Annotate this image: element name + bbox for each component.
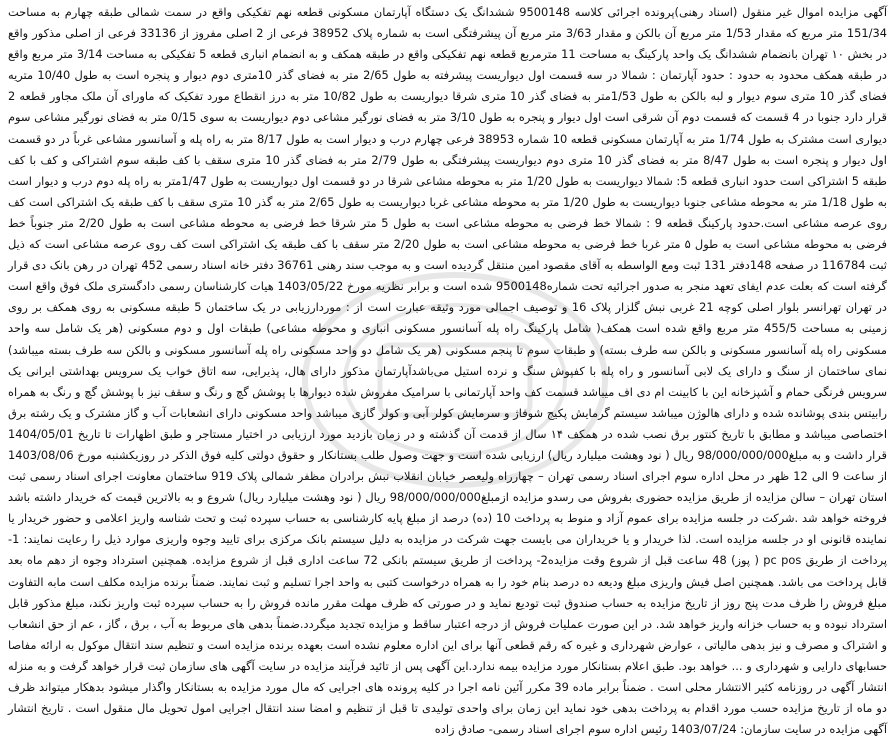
notice-paragraph: آگهی مزایده اموال غیر منقول (اسناد رهنی)پرونده اجرائی کلاسه 9500148 ششدانگ یک دستگاه آپارتمان مسکونی قطعه نهم تفکیکی واقع در سمت شمالی طبقه چهارم به مساحت 151/34 متر مربع که مقدار 1/53 متر مربع آن بالکن و مقدار 3/63 متر مربع آن پیشرفتگی است به شماره پلاک 38952 فرعی از 2 اصلی مفروز از 33136 فرعی از اصلی مذکور واقع در بخش ۱۰ تهران بانضمام ششدانگ یک واحد پارکینگ به مساحت 11 مترمربع قطعه نهم تفکیکی واقع در طبقه همکف و به انضمام انباری قطعه 5 تفکیکی به مساحت 3/14 متر مربع واقع در طبقه همکف محدود به حدود : حدود آپارتمان : شمالا در سه قسمت اول دیواریست پیشرفته به طول 2/65 متر به فضای گذر 10متری دوم دیوار و پنجره است به طول 10/40 متریه فضای گذر 10 متری سوم دیوار و لبه بالکن به طول 1/53متر به فضای گذر 10 متری شرقا دیواریست به طول 10/82 متر به درز انقطاع مورد تفکیک که ماورای آن ملک مجاور قطعه 2 قرار دارد جنوبا در 4 قسمت که قسمت دوم آن شرقی است اول دیوار و پنجره به طول 3/10 متر به فضای نورگیر مشاعی دوم دیواریست به سوی 0/15 متر به فضای نورگیر مشاعی سوم دیواری است مشترک به طول 1/74 متر به آپارتمان مسکونی قطعه 10 شماره 38953 فرعی چهارم درب و دیوار است به طول 8/17 متر به راه پله و آسانسور مشاعی غرباً در دو قسمت اول دیوار و پنجره است به طول 8/47 متر به فضای گذر 10 متری دوم دیواریست پیشرفتگی به طول 2/79 متر به فضای گذر 10 متری سقف با کف طبقه سوم اشتراکی و کف با کف طبقه 5 اشتراکی است حدود انباری قطعه 5: شمالا دیواریست به طول 1/20 متر به محوطه مشاعی شرقا در دو قسمت اول دیواریست به طول 1/47متر به راه پله دوم درب و دیوار است به طول 1/18 متر به محوطه مشاعی جنوبا دیواریست به طول 1/20 متر به محوطه مشاعی غربا دیواریست به طول 2/65 متر به گذر 10 متری سقف با کف طبقه یک اشتراکی است کف روی عرصه مشاعی است.حدود پارکینگ قطعه 9 : شمالا خط فرضی به محوطه مشاعی است به طول 5 متر شرقا خط فرضی به محوطه مشاعی است به طول 2/20 متر جنوباً خط فرضی به محوطه مشاعی است به طول ۵ متر غربا خط فرضی به محوطه مشاعی است به طول 2/20 متر سقف با کف طبقه یک اشتراکی است کف روی عرصه مشاعی است که ذیل ثبت 116784 در صفحه 148دفتر 131 ثبت ومع الواسطه به آقای مقصود امین منتقل گردیده است و به موجب سند رهنی 36761 دفتر خانه اسناد رسمی 452 تهران در رهن بانک دی قرار گرفته است که بعلت عدم ایفای تعهد منجر به صدور اجرائیه تحت شماره9500148 شده است و برابر نظریه مورخ 1403/05/22 هیات کارشناسان رسمی دادگستری ملک فوق واقع است در تهران تهرانسر بلوار اصلی کوچه 21 غربی نبش گلزار پلاک 16 و توصیف اجمالی مورد وثیقه عبارت است از : موردارزیابی در یک ساختمان 5 طبقه مسکونی به روی همکف بر روی زمینی به مساحت 455/5 متر مربع واقع شده است همکف( شامل پارکینگ راه پله آسانسور مسکونی انباری و محوطه مشاعی) طبقات اول و دوم مسکونی (هر یک شامل سه واحد مسکونی راه پله آسانسور مسکونی و بالکن سه طرف بسته) و طبقات سوم تا پنجم مسکونی (هر یک شامل دو واحد مسکونی راه پله آسانسور مسکونی و بالکن سه طرف بسته میباشد) نمای ساختمان از سنگ و دارای یک لابی آسانسور و راه پله با کفپوش سنگ و نرده استیل می‌باشدآپارتمان مذکور دارای هال، پذیرایی، سه اتاق خواب یک سرویس بهداشتی ایرانی یک سرویس فرنگی حمام و آشپزخانه این با کابینت ام دی اف میباشد قسمت کف واحد آپارتمانی با سرامیک مفروش شده دیوارها با پوشش گچ و رنگ و سقف نیز با پوشش گچ و رنگ به همراه رابیتس بندی پوشانده شده و دارای هالوژن میباشد سیستم گرمایش پکیج شوفاژ و سرمایش کولر آبی و کولر گازی میباشد واحد مسکونی دارای انشعابات آب و گاز مشترک و یک رشته برق اختصاصی میباشد و مطابق با تاریخ کنتور برق نصب شده در همکف ۱۴ سال از قدمت آن گذشته و در زمان بازدید مورد ارزیابی در اختیار مستاجر و طبق اظهارات تا تاریخ 1404/05/01 قرار داشت و به مبلغ98/000/000/000 ریال ( نود وهشت میلیارد ریال) ارزیابی شده است و جهت وصول طلب بستانکار و حقوق دولتی کلیه فوق الذکر در روزیکشنبه مورخ 1403/08/06 از ساعت 9 الی 12 ظهر در محل اداره سوم اجرای اسناد رسمی تهران – چهارراه ولیعصر خیابان انقلاب نبش برادران مظفر شمالی پلاک 919 ساختمان معاونت اجرای اسناد رسمی ثبت استان تهران – سالن مزایده از طریق مزایده حضوری بفروش می رسدو مزایده ازمبلغ98/000/000/000 ریال ( نود وهشت میلیارد ریال) شروع و به بالاترین قیمت که خریدار داشته باشد فروخته خواهد شد .شرکت در جلسه مزایده برای عموم آزاد و منوط به پرداخت 10 (ده) درصد از مبلغ پایه کارشناسی به حساب سپرده ثبت و تحت شناسه واریز اعلامی و حضور خریدار یا نماینده قانونی او در جلسه مزایده است. لذا خریدار و یا خریداران می بایست جهت شرکت در مزایده به دلیل سیستم بانک مرکزی برای تایید وجوه واریزی موارد ذیل را رعایت نمایند: 1- پرداخت از طریق pc pos ( پوز) 48 ساعت قبل از شروع وقت مزایده2- پرداخت از طریق سیستم بانکی 72 ساعت اداری قبل از شروع مزایده. همچنین استرداد وجوه از دهم ماه بعد قابل پرداخت می باشد. همچنین اصل فیش واریزی مبلغ ودیعه ده درصد بنام خود را به همراه درخواست کتبی به واحد اجرا تسلیم و ثبت نمایند. ضمناً برنده مزایده مکلف است مابه التفاوت مبلغ فروش را ظرف مدت پنج روز از تاریخ مزایده به حساب صندوق ثبت تودیع نماید و در صورتی که ظرف مهلت مقرر مانده فروش را به حساب سپرده ثبت واریز نکند، مبلغ مذکور قابل استرداد نبوده و به حساب خزانه واریز خواهد شد. در این صورت عملیات فروش از درجه اعتبار ساقط و مزایده تجدید میگردد.ضمناً بدهی های مربوط به آب ، برق ، گاز ، عم از حق انشعاب و اشتراک و مصرف و نیز بدهی مالیاتی ، عوارض شهرداری و غیره که رقم قطعی آنها برای این اداره معلوم نشده است بعهده برنده مزایده است و تنظیم سند انتقال موکول به ارائه مفاصا حسابهای دارایی و شهرداری و ... خواهد بود. طبق اعلام بستانکار مورد مزایده بیمه ندارد.این آگهی پس از تائید فرآیند مزایده در سایت آگهی های سازمان ثبت قرار خواهد گرفت و به منزله انتشار آگهی در روزنامه کثیر الانتشار محلی است . ضمناً برابر ماده 39 مکرر آئین نامه اجرا در کلیه پرونده های اجرایی که مال مورد مزایده به بستانکار واگذار میشود بدهکار میتواند ظرف دو ماه از تاریخ مزایده حسب مورد اقدام به پرداخت بدهی خود نماید این زمان برای واحدی تولیدی تا قبل از تنظیم و امضا سند انتقال اجرایی امول تحویل مال منقول است . تاریخ انتشار آگهی مزایده در سایت سازمان: 1403/07/24 رئیس اداره سوم اجرای اسناد رسمی- صادق زاده <box>8 5 888 737</box>
auction-notice-text <box>8 2 887 740</box>
